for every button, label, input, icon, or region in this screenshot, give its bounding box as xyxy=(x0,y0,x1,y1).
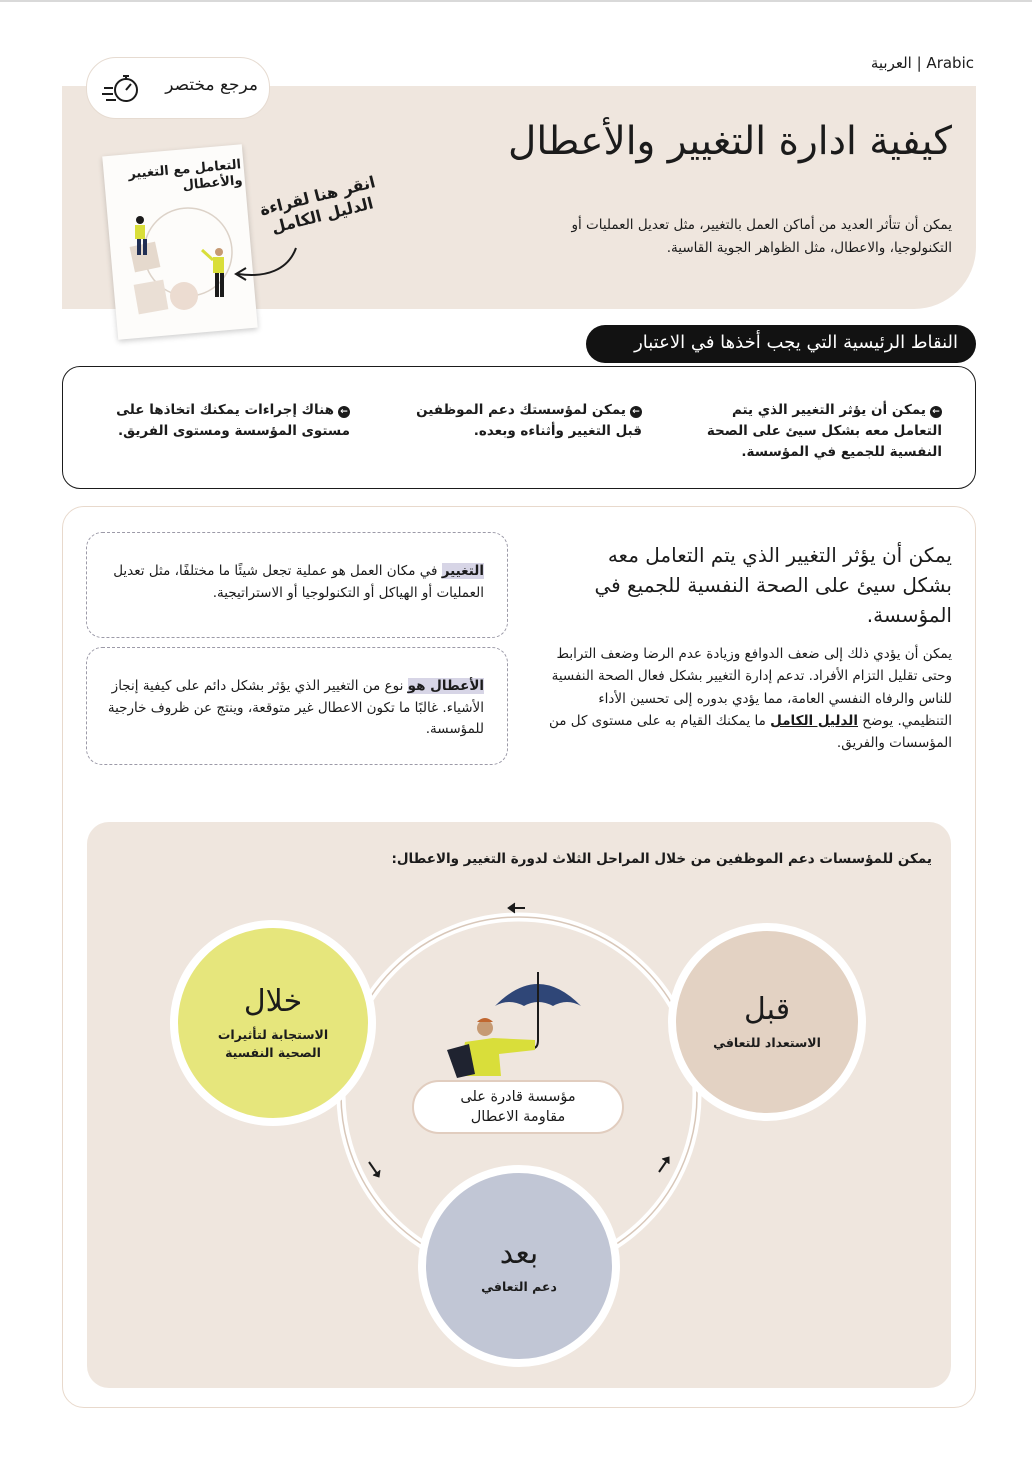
cycle-heading: يمكن للمؤسسات دعم الموظفين من خلال المراحل الثلاث لدورة التغيير والاعطال: xyxy=(391,851,932,867)
definition-term: الأعطال هو xyxy=(407,678,484,694)
bullet-arrow-icon: ← xyxy=(630,406,642,418)
key-point-text: يمكن لمؤسستك دعم الموظفين قبل التغيير وأثناءه وبعده. xyxy=(416,402,642,439)
stage-during-title: خلال xyxy=(243,983,303,1019)
definition-disruption xyxy=(100,676,484,741)
guide-cover-title[interactable]: التعامل مع التغيير والأعطال xyxy=(127,157,244,194)
stage-before xyxy=(668,923,866,1121)
impact-body-text-end: ما يمكنك القيام به على مستوى كل من المؤسسات والفريق. xyxy=(548,712,952,752)
read-full-guide-link[interactable]: انقر هنا لقراءة الدليل الكامل xyxy=(257,172,378,238)
definition-text: نوع من التغيير الذي يؤثر بشكل دائم على كيفية إنجاز الأشياء. غالبًا ما تكون الاعطال غير متوقعة، وينتج عن ظروف خارجية للمؤسسة. xyxy=(107,678,484,738)
stage-during-subtitle: الاستجابة لتأثيرات الصحية النفسية xyxy=(217,1026,329,1060)
full-guide-link[interactable]: الدليل الكامل xyxy=(770,712,858,729)
badge-label: مرجع مختصر xyxy=(165,75,258,95)
cycle-arrow-left-icon xyxy=(369,1162,380,1177)
definition-text: في مكان العمل هو عملية تجعل شيئًا ما مختلفًا، مثل تعديل العمليات أو الهياكل أو التكنولوجيا أو الاستراتيجية. xyxy=(113,563,484,601)
stopwatch-icon xyxy=(100,70,144,106)
stage-after-title: بعد xyxy=(499,1235,539,1271)
stage-before-subtitle: الاستعداد للتعافي xyxy=(713,1034,821,1050)
bullet-arrow-icon: ← xyxy=(338,406,350,418)
top-rule xyxy=(0,0,1032,2)
cycle-arrow-top-icon xyxy=(508,903,525,913)
bullet-arrow-icon: ← xyxy=(930,406,942,418)
key-point-text: هناك إجراءات يمكنك اتخاذها على مستوى المؤسسة ومستوى الفريق. xyxy=(116,402,350,439)
stage-after-subtitle: دعم التعافي xyxy=(481,1278,557,1294)
page-title: كيفية ادارة التغيير والأعطال xyxy=(508,119,952,164)
stage-during xyxy=(170,920,376,1126)
definition-term: التغيير xyxy=(441,563,484,579)
arrow-icon xyxy=(226,244,306,284)
key-point-text: يمكن أن يؤثر التغيير الذي يتم التعامل معه بشكل سيئ على الصحة النفسية للجميع في المؤسسة. xyxy=(706,402,942,460)
key-points-heading-text: النقاط الرئيسية التي يجب أخذها في الاعتبار xyxy=(634,332,958,353)
resilient-organisation-text: مؤسسة قادرة على مقاومة الاعطال xyxy=(460,1089,576,1125)
resilient-organisation-label xyxy=(412,1080,624,1134)
key-point-item xyxy=(397,400,642,442)
key-points-heading xyxy=(586,325,976,363)
key-point-item xyxy=(100,400,350,442)
language-label[interactable]: العربية | Arabic xyxy=(870,54,974,72)
impact-body-text: يمكن أن يؤدي ذلك إلى ضعف الدوافع وزيادة عدم الرضا وضعف الترابط وحتى تقليل التزام الأفراد. تدعم إدارة التغيير بشكل فعال الصحة النفسية للناس والرفاه النفسي العامة، مما يؤدي بدوره إلى تحسين الأداء التنظيمي. يوضح xyxy=(551,646,952,729)
stage-after xyxy=(418,1165,620,1367)
impact-body xyxy=(542,643,952,754)
impact-heading: يمكن أن يؤثر التغيير الذي يتم التعامل معه بشكل سيئ على الصحة النفسية للجميع في المؤسسة. xyxy=(594,543,952,627)
umbrella-person-illustration xyxy=(447,972,581,1078)
hero-lead: يمكن أن تتأثر العديد من أماكن العمل بالتغيير، مثل تعديل العمليات أو التكنولوجيا، والاعطال، مثل الظواهر الجوية القاسية. xyxy=(571,217,952,256)
stage-before-title: قبل xyxy=(743,991,791,1027)
definition-change xyxy=(100,561,484,604)
cycle-arrow-right-icon xyxy=(659,1157,669,1172)
key-point-item xyxy=(692,400,942,463)
